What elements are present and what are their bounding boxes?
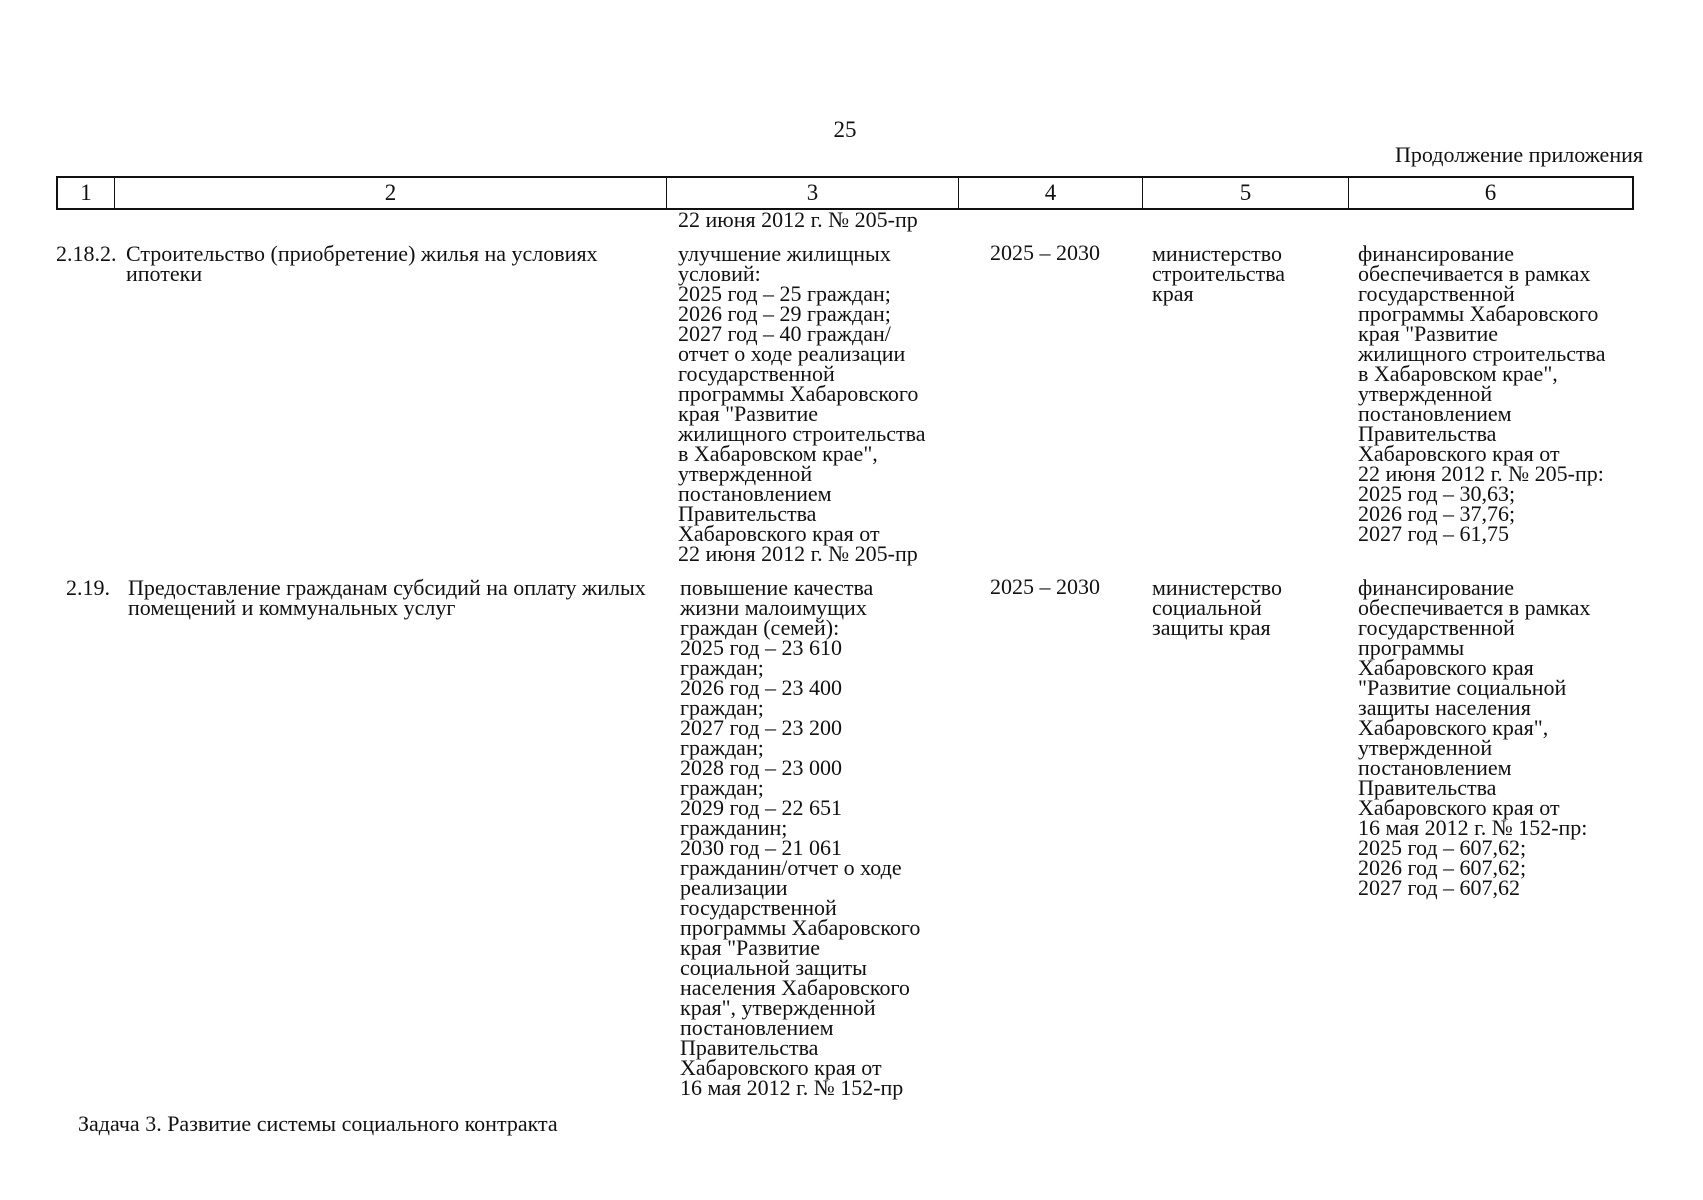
header-cell-1: 1 xyxy=(58,178,115,208)
header-cell-6: 6 xyxy=(1484,180,1497,205)
row-term: 2025 – 2030 xyxy=(990,240,1100,265)
task-heading: Задача 3. Развитие системы социального контракта xyxy=(78,1111,558,1136)
table-header-row xyxy=(56,176,1634,210)
page-number: 25 xyxy=(833,117,857,142)
row-number: 2.18.2. xyxy=(56,241,117,266)
row-executor: министерство строительства края xyxy=(1152,241,1286,306)
row-number: 2.19. xyxy=(66,575,110,600)
header-cell-2: 2 xyxy=(115,178,667,208)
carryover-text: 22 июня 2012 г. № 205-пр xyxy=(678,207,918,232)
row-financing: финансирование обеспечивается в рамках государственной программы Хабаровского края "Развитие социальной защиты населения Хабаровского края", утвержденной постановлением Правительства Хабаровского края от 16 мая 2012 г. № 152-пр: 2025 год – 607,62; 2026 год – 607,62; 2027 год – 607,62 xyxy=(1358,575,1591,900)
header-cell-4: 4 xyxy=(959,178,1143,208)
row-term: 2025 – 2030 xyxy=(990,574,1100,599)
row-name: Предоставление гражданам субсидий на оплату жилых помещений и коммунальных услуг xyxy=(128,575,646,620)
continuation-label: Продолжение приложения xyxy=(1395,142,1643,167)
row-name: Строительство (приобретение) жилья на условиях ипотеки xyxy=(126,241,598,286)
header-cell-5: 5 xyxy=(1143,178,1349,208)
row-financing: финансирование обеспечивается в рамках государственной программы Хабаровского края "Развитие жилищного строительства в Хабаровском крае", утвержденной постановлением Правительства Хабаровского края от 22 июня 2012 г. № 205-пр: 2025 год – 30,63; 2026 год – 37,76; 2027 год – 61,75 xyxy=(1358,241,1606,546)
header-cell-3: 3 xyxy=(667,178,959,208)
row-executor: министерство социальной защиты края xyxy=(1152,575,1283,640)
row-result: повышение качества жизни малоимущих граждан (семей): 2025 год – 23 610 граждан; 2026 год – 23 400 граждан; 2027 год – 23 200 граждан; 2028 год – 23 000 граждан; 2029 год – 22 651 гражданин; 2030 год – 21 061 гражданин/отчет о ходе реализации государственной программы Хабаровского края "Развитие социальной защиты населения Хабаровского края", утвержденной постановлением Правительства Хабаровского края от 16 мая 2012 г. № 152-пр xyxy=(680,575,921,1100)
row-result: улучшение жилищных условий: 2025 год – 25 граждан; 2026 год – 29 граждан; 2027 год – 40 граждан/ отчет о ходе реализации государственной программы Хабаровского края "Развитие жилищного строительства в Хабаровском крае", утвержденной постановлением Правительства Хабаровского края от 22 июня 2012 г. № 205-пр xyxy=(678,241,926,566)
